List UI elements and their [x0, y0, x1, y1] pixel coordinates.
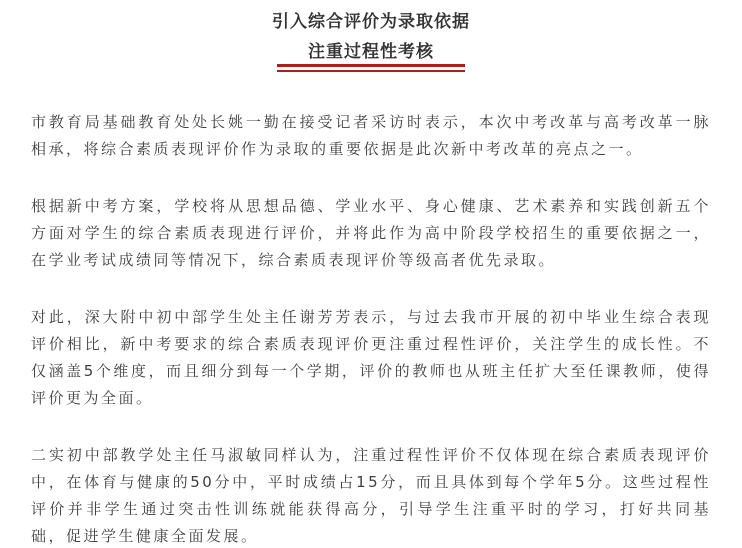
article-body [31, 109, 711, 548]
divider-thick-line [277, 64, 465, 67]
paragraph-2: 根据新中考方案，学校将从思想品德、学业水平、身心健康、艺术素养和实践创新五个方面对学生的综合素质表现进行评价，并将此作为高中阶段学校招生的重要依据之一，在学业考试成绩同等情况下，综合素质表现评价等级高者优先录取。 [31, 197, 711, 269]
paragraph-3: 对此，深大附中初中部学生处主任谢芳芳表示，与过去我市开展的初中毕业生综合表现评价相比，新中考要求的综合素质表现评价更注重过程性评价，关注学生的成长性。不仅涵盖5个维度，而且细分到每一个学期，评价的教师也从班主任扩大至任课教师，使得评价更为全面。 [31, 308, 711, 407]
divider-thin-line [277, 70, 465, 72]
article-subtitle: 注重过程性考核 [308, 42, 434, 62]
article-title: 引入综合评价为录取依据 [272, 12, 470, 32]
paragraph-1: 市教育局基础教育处处长姚一勤在接受记者采访时表示，本次中考改革与高考改革一脉相承，将综合素质表现评价作为录取的重要依据是此次新中考改革的亮点之一。 [31, 113, 711, 158]
paragraph-4: 二实初中部教学处主任马淑敏同样认为，注重过程性评价不仅体现在综合素质表现评价中，在体育与健康的50分中，平时成绩占15分，而且具体到每个学年5分。这些过程性评价并非学生通过突击性训练就能获得高分，引导学生注重平时的学习，打好共同基础，促进学生健康全面发展。 [31, 446, 711, 545]
red-double-rule-divider [277, 64, 465, 72]
